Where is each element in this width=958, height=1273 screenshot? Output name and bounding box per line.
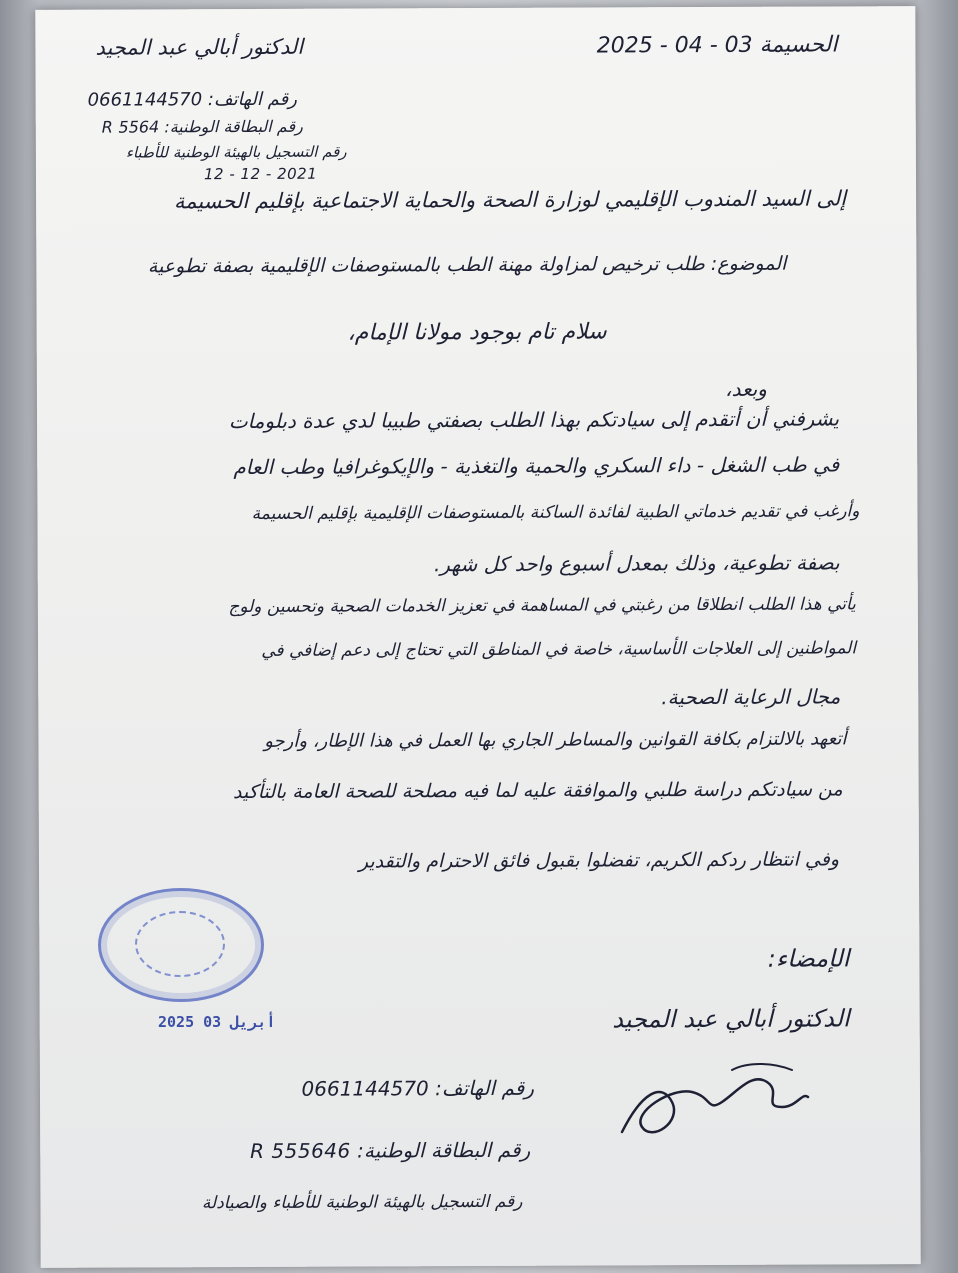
header-id-card: رقم البطاقة الوطنية: 5564 R	[101, 116, 303, 137]
official-stamp	[98, 888, 264, 1002]
stamp-date: 2025 أبريل 03	[158, 1013, 276, 1031]
body-line: من سيادتكم دراسة طلبي والموافقة عليه لما فيه مصلحة للصحة العامة بالتأكيد	[232, 778, 843, 804]
closing-id-card: رقم البطاقة الوطنية: R 555646	[250, 1137, 531, 1163]
body-line: بصفة تطوعية، وذلك بمعدل أسبوع واحد كل شهر.	[433, 550, 840, 577]
header-order-number-value: 2021 - 12 - 12	[203, 164, 318, 184]
body-line: أتعهد بالالتزام بكافة القوانين والمساطر الجاري بها العمل في هذا الإطار، وأرجو	[264, 728, 847, 752]
header-name: الدكتور أبالي عبد المجيد	[95, 34, 304, 60]
header-order-number: رقم التسجيل بالهيئة الوطنية للأطباء	[125, 142, 347, 162]
body-line: يأتي هذا الطلب انطلاقا من رغبتي في المساهمة في تعزيز الخدمات الصحية وتحسين ولوج	[228, 594, 856, 618]
header-phone: رقم الهاتف: 0661144570	[87, 88, 297, 111]
handwritten-signature	[612, 1052, 812, 1152]
body-line: مجال الرعاية الصحية.	[661, 684, 841, 710]
body-line: في طب الشغل - داء السكري والحمية والتغذية - والإيكوغرافيا وطب العام	[233, 452, 840, 480]
closing-phone: رقم الهاتف: 0661144570	[301, 1075, 535, 1101]
signature-label: الإمضاء:	[767, 944, 850, 973]
body-line: المواطنين إلى العلاجات الأساسية، خاصة في المناطق التي تحتاج إلى دعم إضافي في	[261, 638, 857, 661]
closing-name: الدكتور أبالي عبد المجيد	[612, 1004, 850, 1034]
body-line: وأرغب في تقديم خدماتي الطبية لفائدة الساكنة بالمستوصفات الإقليمية بإقليم الحسيمة	[251, 501, 860, 524]
body-line: يشرفني أن أتقدم إلى سيادتكم بهذا الطلب بصفتي طبيبا لدي عدة دبلومات	[228, 406, 840, 434]
subject: الموضوع: طلب ترخيص لمزاولة مهنة الطب بالمستوصفات الإقليمية بصفة تطوعية	[147, 252, 787, 278]
body-opening: وبعد،	[725, 376, 767, 401]
closing-registration: رقم التسجيل بالهيئة الوطنية للأطباء والصيادلة	[201, 1191, 523, 1214]
body-line: وفي انتظار ردكم الكريم، تفضلوا بقبول فائق الاحترام والتقدير	[358, 848, 840, 873]
greeting: سلام تام بوجود مولانا الإمام،	[347, 319, 607, 346]
recipient: إلى السيد المندوب الإقليمي لوزارة الصحة والحماية الاجتماعية بإقليم الحسيمة	[173, 186, 847, 214]
header-date: الحسيمة 03 - 04 - 2025	[596, 32, 838, 59]
